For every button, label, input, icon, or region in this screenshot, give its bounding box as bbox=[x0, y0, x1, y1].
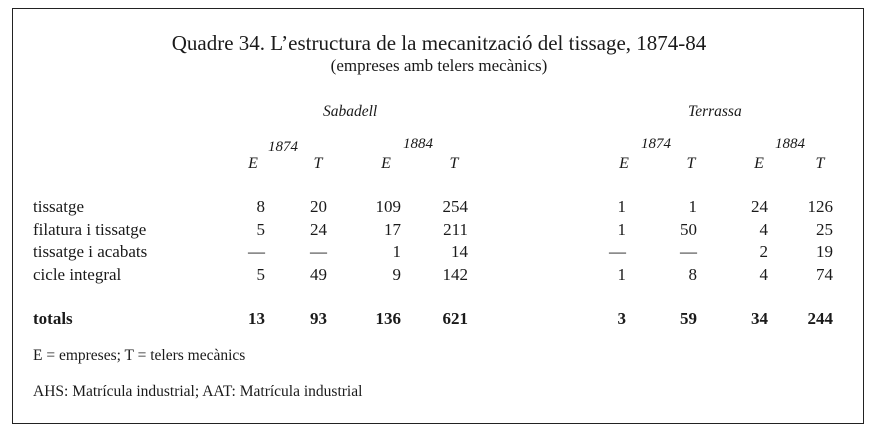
source-note: AHS: Matrícula industrial; AAT: Matrícula industrial bbox=[33, 383, 363, 400]
table-cell: 24 bbox=[751, 197, 768, 216]
table-cell: 142 bbox=[442, 265, 468, 284]
table-cell: 8 bbox=[256, 197, 265, 216]
table-cell: 254 bbox=[442, 197, 468, 216]
table-cell: 1 bbox=[688, 197, 697, 216]
table-cell: 17 bbox=[384, 220, 401, 239]
column-header-e: E bbox=[619, 155, 629, 172]
table-cell: 20 bbox=[310, 197, 327, 216]
table-cell: — bbox=[248, 242, 265, 261]
column-header-t: T bbox=[686, 155, 696, 172]
table-title: Quadre 34. L’estructura de la mecanització del tissage, 1874-84 bbox=[171, 31, 707, 55]
table-cell: 9 bbox=[392, 265, 401, 284]
column-header-t: T bbox=[313, 155, 323, 172]
table-cell: 109 bbox=[375, 197, 401, 216]
table-cell: 93 bbox=[310, 309, 327, 328]
table-subtitle: (empreses amb telers mecànics) bbox=[330, 56, 548, 75]
group-label-terrassa: Terrassa bbox=[688, 103, 742, 120]
table-cell: 4 bbox=[759, 220, 768, 239]
year-label-terrassa-1874: 1874 bbox=[641, 136, 671, 152]
table-cell: 136 bbox=[375, 309, 401, 328]
table-cell: 621 bbox=[442, 309, 468, 328]
year-label-terrassa-1884: 1884 bbox=[775, 136, 805, 152]
table-cell: 4 bbox=[759, 265, 768, 284]
table-cell: 126 bbox=[807, 197, 833, 216]
row-label: tissatge bbox=[33, 197, 84, 216]
legend-note: E = empreses; T = telers mecànics bbox=[33, 347, 246, 364]
table-cell: 1 bbox=[617, 197, 626, 216]
table-cell: 50 bbox=[680, 220, 697, 239]
table-cell: 3 bbox=[617, 309, 626, 328]
column-header-e: E bbox=[381, 155, 391, 172]
table-cell: 2 bbox=[759, 242, 768, 261]
table-cell: 59 bbox=[680, 309, 697, 328]
table-cell: 19 bbox=[816, 242, 833, 261]
year-label-sabadell-1884: 1884 bbox=[403, 136, 433, 152]
table-cell: 14 bbox=[451, 242, 468, 261]
group-label-sabadell: Sabadell bbox=[323, 103, 378, 120]
row-label: cicle integral bbox=[33, 265, 122, 284]
table-cell: — bbox=[609, 242, 626, 261]
table-cell: 1 bbox=[617, 265, 626, 284]
table-cell: — bbox=[310, 242, 327, 261]
column-header-t: T bbox=[815, 155, 825, 172]
column-header-e: E bbox=[754, 155, 764, 172]
row-label: tissatge i acabats bbox=[33, 242, 148, 261]
table-cell: 244 bbox=[807, 309, 833, 328]
table-cell: 74 bbox=[816, 265, 833, 284]
table-frame bbox=[12, 8, 864, 424]
table-cell: 211 bbox=[443, 220, 468, 239]
table-cell: 24 bbox=[310, 220, 327, 239]
table-cell: 5 bbox=[256, 265, 265, 284]
column-header-e: E bbox=[248, 155, 258, 172]
table-cell: 49 bbox=[310, 265, 327, 284]
row-label: filatura i tissatge bbox=[33, 220, 147, 239]
table-cell: 1 bbox=[617, 220, 626, 239]
table-cell: 5 bbox=[256, 220, 265, 239]
table-cell: 34 bbox=[751, 309, 768, 328]
table-cell: 8 bbox=[688, 265, 697, 284]
table-cell: 25 bbox=[816, 220, 833, 239]
column-header-t: T bbox=[449, 155, 459, 172]
table-cell: 13 bbox=[248, 309, 265, 328]
year-label-sabadell-1874: 1874 bbox=[268, 139, 298, 155]
table-cell: — bbox=[680, 242, 697, 261]
row-label: totals bbox=[33, 309, 73, 328]
table-cell: 1 bbox=[392, 242, 401, 261]
